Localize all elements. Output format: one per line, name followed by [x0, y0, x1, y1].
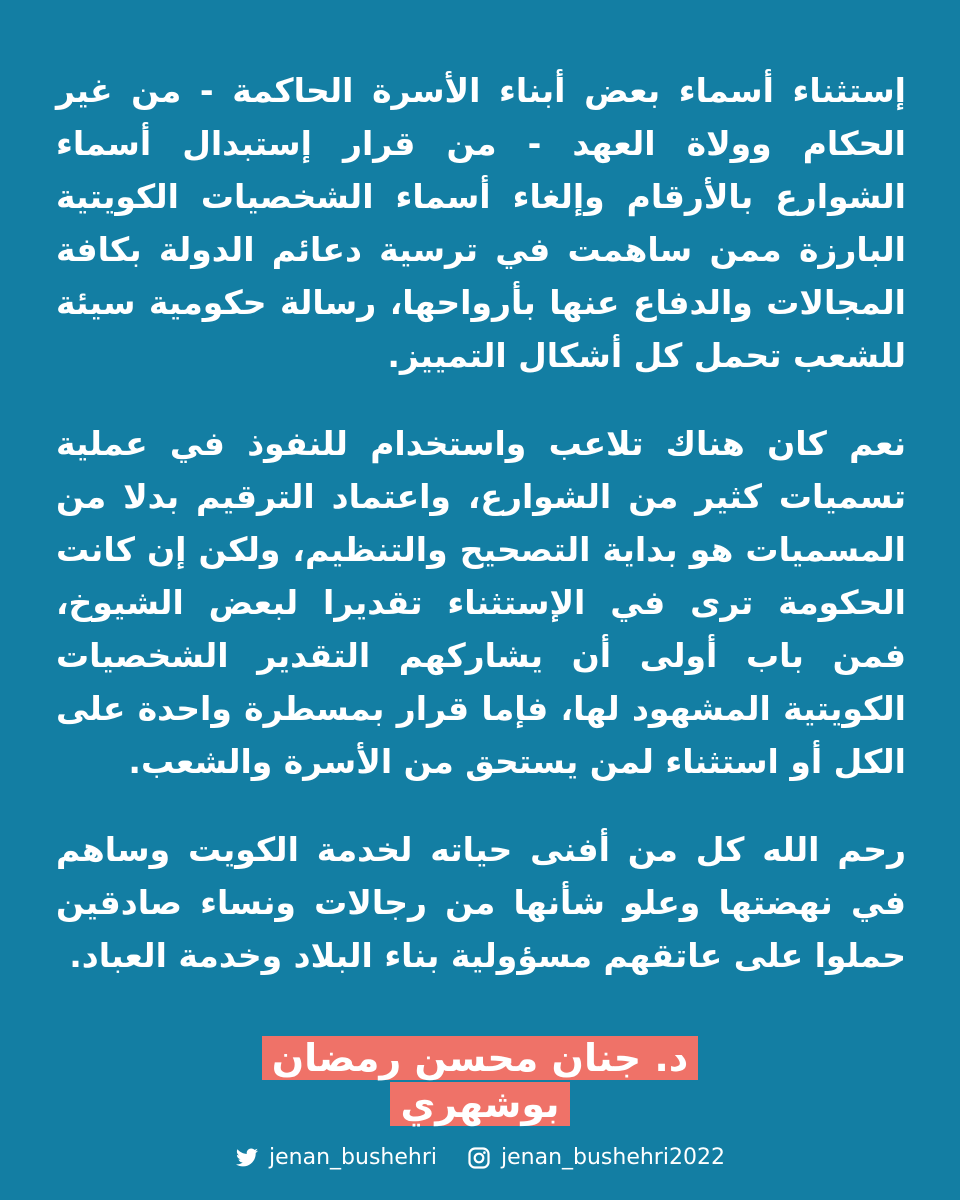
- instagram-handle-link[interactable]: [467, 1145, 725, 1170]
- twitter-handle-text: jenan_bushehri: [269, 1145, 437, 1170]
- author-name-line-2: بوشهري: [390, 1082, 569, 1126]
- twitter-handle-link[interactable]: [235, 1145, 437, 1170]
- author-signature: [0, 1036, 960, 1126]
- author-name-line-1: د. جنان محسن رمضان: [262, 1036, 699, 1080]
- instagram-icon: [467, 1146, 491, 1170]
- instagram-handle-text: jenan_bushehri2022: [501, 1145, 725, 1170]
- article-body: [56, 64, 906, 1017]
- social-handles: [0, 1145, 960, 1170]
- paragraph-1: إستثناء أسماء بعض أبناء الأسرة الحاكمة - من غير الحكام وولاة العهد - من قرار إستبدال أسماء الشوارع بالأرقام وإلغاء أسماء الشخصيات الكويتية البارزة ممن ساهمت في ترسية دعائم الدولة بكافة المجالات والدفاع عنها بأرواحها، رسالة حكومية سيئة للشعب تحمل كل أشكال التمييز.: [56, 71, 906, 375]
- paragraph-2: نعم كان هناك تلاعب واستخدام للنفوذ في عملية تسميات كثير من الشوارع، واعتماد الترقيم بدلا من المسميات هو بداية التصحيح والتنظيم، ولكن إن كانت الحكومة ترى في الإستثناء تقديرا لبعض الشيوخ، فمن باب أولى أن يشاركهم التقدير الشخصيات الكويتية المشهود لها، فإما قرار بمسطرة واحدة على الكل أو استثناء لمن يستحق من الأسرة والشعب.: [56, 424, 906, 781]
- paragraph-3: رحم الله كل من أفنى حياته لخدمة الكويت وساهم في نهضتها وعلو شأنها من رجالات ونساء صادقين حملوا على عاتقهم مسؤولية بناء البلاد وخدمة العباد.: [56, 830, 906, 975]
- twitter-icon: [235, 1146, 259, 1170]
